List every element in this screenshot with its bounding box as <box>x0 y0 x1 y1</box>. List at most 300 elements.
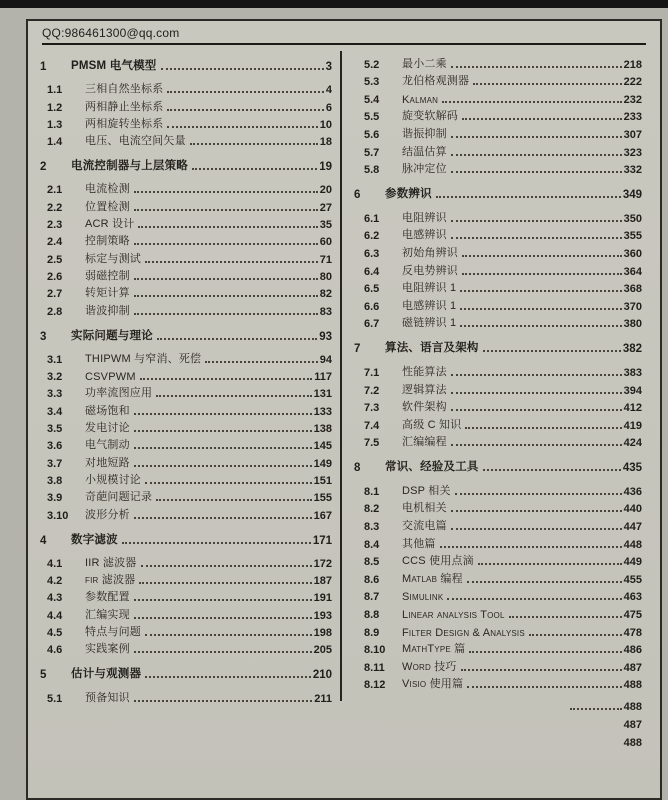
toc-page-number: 233 <box>623 111 642 124</box>
dot-leader <box>473 83 621 85</box>
toc-entry-number: 3.8 <box>47 474 63 487</box>
dot-leader <box>134 651 312 653</box>
toc-entry-6.6 <box>354 295 642 313</box>
toc-entry-title: 汇编实现 <box>85 608 130 621</box>
toc-entry-title: 标定与测试 <box>85 252 141 265</box>
toc-page-number: 151 <box>313 474 332 487</box>
dot-leader <box>167 109 323 111</box>
toc-page-number: 145 <box>313 440 332 453</box>
dot-leader <box>440 546 622 548</box>
toc-entry-title: 波形分析 <box>85 508 130 521</box>
toc-entry-number: 4.6 <box>47 644 63 657</box>
dot-leader <box>451 171 622 173</box>
dot-leader <box>467 581 622 583</box>
toc-page-number: 350 <box>623 212 642 225</box>
dot-leader <box>451 374 622 376</box>
toc-entry-5.3 <box>354 71 642 89</box>
toc-entry-number: 8.2 <box>364 503 380 516</box>
toc-entry-2.3 <box>40 214 332 231</box>
toc-entry-6.3 <box>354 242 642 260</box>
toc-entry-1 <box>40 55 332 73</box>
toc-entry-number: 5.3 <box>364 76 380 89</box>
dot-leader <box>134 465 312 467</box>
toc-entry-7.1 <box>354 361 642 379</box>
dot-leader <box>134 313 318 315</box>
contact-email: QQ:986461300@qq.com <box>42 26 180 40</box>
toc-entry-5.5 <box>354 106 642 124</box>
toc-entry-title: 性能算法 <box>402 365 447 378</box>
toc-entry-3.3 <box>40 383 332 400</box>
dot-leader <box>451 392 622 394</box>
toc-entry-title: 电感辨识 1 <box>402 299 457 312</box>
toc-entry-3.8 <box>40 470 332 487</box>
toc-entry-number: 5.5 <box>364 111 380 124</box>
toc-page-number: 27 <box>319 201 332 214</box>
toc-entry-3.6 <box>40 435 332 452</box>
toc-entry-1.2 <box>40 96 332 113</box>
dot-leader <box>509 616 622 618</box>
toc-entry-5 <box>40 663 332 681</box>
scan-top-edge <box>0 0 668 8</box>
toc-page-number: 364 <box>623 265 642 278</box>
toc-entry-title: 磁场饱和 <box>85 404 130 417</box>
toc-entry-title: 两相静止坐标系 <box>85 100 164 113</box>
toc-entry-number: 1.3 <box>47 118 63 131</box>
toc-entry-4.2 <box>40 570 332 587</box>
toc-entry-number: 7 <box>354 343 361 356</box>
toc-entry-title: 电流检测 <box>85 183 130 196</box>
toc-page-number: 60 <box>319 236 332 249</box>
toc-entry-2.2 <box>40 196 332 213</box>
toc-entry-title: 电气制动 <box>85 439 130 452</box>
toc-entry-number: 3.5 <box>47 423 63 436</box>
toc-columns <box>40 48 642 749</box>
toc-entry-title: 估计与观测器 <box>71 668 142 681</box>
toc-entry-title: 控制策略 <box>85 235 130 248</box>
dot-leader <box>134 599 312 601</box>
dot-leader <box>134 447 312 449</box>
toc-entry-number: 7.3 <box>364 402 380 415</box>
toc-entry-title: 三相自然坐标系 <box>85 83 164 96</box>
toc-entry-title: 转矩计算 <box>85 287 130 300</box>
toc-entry-title: 发电讨论 <box>85 422 130 435</box>
toc-page-number: 355 <box>623 230 642 243</box>
toc-entry-3.1 <box>40 349 332 366</box>
toc-entry-title: 交流电篇 <box>402 520 447 533</box>
toc-entry-8.12 <box>354 674 642 692</box>
toc-entry-7.5 <box>354 432 642 450</box>
toc-page-number: 93 <box>319 330 332 343</box>
toc-entry-title: Kalman <box>402 93 439 106</box>
toc-entry-title: 实际问题与理论 <box>71 329 153 342</box>
toc-entry-2.4 <box>40 231 332 248</box>
toc-entry-4.4 <box>40 604 332 621</box>
toc-entry-title: Linear analysis Tool <box>402 609 505 622</box>
dot-leader <box>451 409 622 411</box>
toc-entry-number: 8.4 <box>364 538 380 551</box>
toc-entry-2.1 <box>40 179 332 196</box>
toc-entry-3.7 <box>40 452 332 469</box>
toc-page-number: 187 <box>313 575 332 588</box>
toc-entry-number: 3 <box>40 330 47 343</box>
toc-page-number: 419 <box>623 419 642 432</box>
toc-entry-title: THIPWM 与窄消、死偿 <box>85 352 202 365</box>
toc-entry-number: 5.1 <box>47 692 63 705</box>
toc-entry-number: 4 <box>40 534 47 547</box>
toc-entry-title: 谐波抑制 <box>85 304 130 317</box>
toc-page-number: 222 <box>623 76 642 89</box>
toc-entry-6.2 <box>354 225 642 243</box>
toc-entry-title: 结温估算 <box>402 145 447 158</box>
toc-page-number: 436 <box>623 485 642 498</box>
toc-entry-number: 2.1 <box>47 184 63 197</box>
toc-entry-8.3 <box>354 515 642 533</box>
toc-entry-title: PMSM 电气模型 <box>71 60 157 72</box>
toc-entry-3.4 <box>40 400 332 417</box>
toc-entry-1.4 <box>40 131 332 148</box>
toc-entry-number: 5.4 <box>364 93 380 106</box>
toc-entry-number: 1.2 <box>47 101 63 114</box>
toc-page-number: 487 <box>623 719 642 732</box>
toc-entry-number: 8 <box>354 462 361 475</box>
dot-leader <box>156 395 311 397</box>
toc-entry-number: 7.4 <box>364 419 380 432</box>
toc-entry-3.10 <box>40 504 332 521</box>
toc-page-number: 447 <box>623 521 642 534</box>
toc-entry-number: 2.5 <box>47 253 63 266</box>
toc-page-number: 191 <box>313 592 332 605</box>
toc-entry-7 <box>354 337 642 355</box>
toc-entry-number: 3.3 <box>47 388 63 401</box>
dot-leader <box>145 676 311 678</box>
toc-entry-6.7 <box>354 313 642 331</box>
toc-entry-4.5 <box>40 622 332 639</box>
toc-page-number: 80 <box>319 270 332 283</box>
dot-leader <box>134 430 312 432</box>
toc-entry-title: IIR 滤波器 <box>85 556 137 569</box>
dot-leader <box>483 469 621 471</box>
toc-entry-5.6 <box>354 123 642 141</box>
toc-entry-4.3 <box>40 587 332 604</box>
toc-page-number: 488 <box>623 701 642 714</box>
dot-leader <box>122 542 311 544</box>
toc-entry-5.4 <box>354 88 642 106</box>
toc-entry-title: 电流控制器与上层策略 <box>71 160 188 173</box>
toc-entry-4 <box>40 529 332 547</box>
dot-leader <box>134 517 312 519</box>
dot-leader <box>134 413 312 415</box>
toc-entry-number: 8.11 <box>364 661 385 674</box>
dot-leader <box>451 237 622 239</box>
dot-leader <box>462 118 622 120</box>
toc-entry-title: 参数配置 <box>85 591 130 604</box>
toc-trailing-row <box>354 695 642 713</box>
toc-entry-number: 1.1 <box>47 84 63 97</box>
toc-entry-8.4 <box>354 533 642 551</box>
toc-entry-8.9 <box>354 621 642 639</box>
toc-page-number: 360 <box>623 247 642 260</box>
toc-page-number: 6 <box>325 101 332 114</box>
document-page <box>26 19 662 800</box>
toc-page-number: 198 <box>313 627 332 640</box>
dot-leader <box>139 582 311 584</box>
toc-entry-title: 电阻辨识 1 <box>402 282 457 295</box>
dot-leader <box>134 191 318 193</box>
dot-leader <box>451 154 622 156</box>
toc-page-number: 424 <box>623 437 642 450</box>
toc-entry-number: 6.7 <box>364 318 380 331</box>
toc-page-number: 3 <box>325 61 332 73</box>
toc-page-number: 449 <box>623 556 642 569</box>
dot-leader <box>157 338 317 340</box>
toc-entry-number: 3.10 <box>47 509 69 522</box>
toc-entry-number: 3.2 <box>47 371 63 384</box>
toc-page-number: 380 <box>623 318 642 331</box>
toc-page-number: 211 <box>314 692 332 705</box>
toc-entry-8.10 <box>354 639 642 657</box>
toc-entry-5.1 <box>40 687 332 704</box>
toc-entry-1.3 <box>40 114 332 131</box>
toc-entry-2.7 <box>40 283 332 300</box>
toc-entry-number: 8.9 <box>364 626 380 639</box>
dot-leader <box>469 651 621 653</box>
toc-column-left <box>40 48 332 749</box>
toc-page-number: 82 <box>319 288 332 301</box>
toc-entry-number: 3.6 <box>47 440 63 453</box>
toc-entry-title: 实践案例 <box>85 643 130 656</box>
toc-page-number: 440 <box>623 503 642 516</box>
toc-entry-8 <box>354 456 642 474</box>
toc-entry-title: 奇葩问题记录 <box>85 491 153 504</box>
toc-page-number: 412 <box>623 402 642 415</box>
toc-entry-number: 7.2 <box>364 384 380 397</box>
dot-leader <box>529 634 622 636</box>
toc-entry-3.5 <box>40 418 332 435</box>
dot-leader <box>138 226 317 228</box>
toc-entry-number: 3.9 <box>47 492 63 505</box>
toc-entry-8.7 <box>354 586 642 604</box>
toc-page-number: 488 <box>623 737 642 750</box>
toc-entry-5.2 <box>354 53 642 71</box>
toc-page-number: 10 <box>319 118 332 131</box>
toc-entry-8.2 <box>354 498 642 516</box>
toc-entry-number: 5.8 <box>364 164 380 177</box>
dot-leader <box>451 220 622 222</box>
dot-leader <box>451 510 622 512</box>
toc-page-number: 155 <box>313 492 332 505</box>
toc-entry-6.4 <box>354 260 642 278</box>
toc-entry-number: 8.7 <box>364 591 380 604</box>
toc-page-number: 83 <box>319 305 332 318</box>
toc-entry-7.4 <box>354 414 642 432</box>
toc-page-number: 167 <box>313 509 332 522</box>
toc-entry-8.11 <box>354 656 642 674</box>
dot-leader <box>167 126 317 128</box>
toc-entry-number: 6.1 <box>364 212 380 225</box>
toc-entry-number: 6.4 <box>364 265 380 278</box>
toc-entry-title: 功率流图应用 <box>85 387 153 400</box>
toc-trailing-row <box>354 731 642 749</box>
toc-entry-8.5 <box>354 551 642 569</box>
toc-entry-title: 初始角辨识 <box>402 246 458 259</box>
toc-entry-number: 4.2 <box>47 575 63 588</box>
toc-entry-number: 2.7 <box>47 288 63 301</box>
toc-entry-number: 4.3 <box>47 592 63 605</box>
toc-entry-number: 6 <box>354 189 361 202</box>
toc-page-number: 394 <box>623 384 642 397</box>
toc-entry-number: 8.12 <box>364 679 386 692</box>
toc-page-number: 455 <box>623 573 642 586</box>
toc-entry-number: 8.6 <box>364 573 380 586</box>
toc-column-right <box>354 48 642 749</box>
toc-entry-title: 旋变软解码 <box>402 110 458 123</box>
toc-entry-title: CSVPWM <box>85 371 136 384</box>
toc-page-number: 4 <box>325 84 332 97</box>
toc-page-number: 171 <box>312 534 332 547</box>
toc-page-number: 382 <box>622 343 642 356</box>
toc-entry-title: 常识、经验及工具 <box>385 461 479 474</box>
dot-leader <box>451 444 622 446</box>
toc-entry-8.6 <box>354 568 642 586</box>
dot-leader <box>134 700 312 702</box>
toc-trailing-row <box>354 713 642 731</box>
toc-entry-number: 8.3 <box>364 521 380 534</box>
toc-entry-number: 7.5 <box>364 437 380 450</box>
dot-leader <box>134 209 318 211</box>
dot-leader <box>451 528 622 530</box>
dot-leader <box>134 617 312 619</box>
toc-entry-8.1 <box>354 480 642 498</box>
toc-entry-title: 位置检测 <box>85 200 130 213</box>
toc-entry-2.5 <box>40 248 332 265</box>
toc-page-number: 71 <box>319 253 332 266</box>
toc-entry-title: 对地短路 <box>85 456 130 469</box>
dot-leader <box>465 427 621 429</box>
toc-entry-title: 算法、语言及架构 <box>385 342 479 355</box>
dot-leader <box>190 143 318 145</box>
toc-entry-title: 数字滤波 <box>71 533 118 546</box>
toc-entry-number: 5.7 <box>364 146 380 159</box>
toc-entry-3.2 <box>40 366 332 383</box>
toc-entry-6.1 <box>354 207 642 225</box>
toc-entry-title: 参数辨识 <box>385 188 432 201</box>
page-header <box>42 26 646 45</box>
toc-entry-number: 6.3 <box>364 247 380 260</box>
toc-entry-title: 小规模讨论 <box>85 473 141 486</box>
toc-entry-number: 7.1 <box>364 366 380 379</box>
toc-page-number: 383 <box>623 366 642 379</box>
toc-entry-number: 8.1 <box>364 485 380 498</box>
toc-entry-5.7 <box>354 141 642 159</box>
dot-leader <box>436 196 621 198</box>
toc-entry-number: 6.2 <box>364 230 380 243</box>
toc-entry-7.2 <box>354 379 642 397</box>
toc-entry-title: CCS 使用点滴 <box>402 555 474 568</box>
toc-entry-title: DSP 相关 <box>402 484 451 497</box>
toc-page-number: 368 <box>623 283 642 296</box>
toc-entry-title: 磁链辨识 1 <box>402 317 457 330</box>
dot-leader <box>460 308 621 310</box>
toc-page-number: 218 <box>623 58 642 71</box>
dot-leader <box>140 378 313 380</box>
toc-page-number: 323 <box>623 146 642 159</box>
dot-leader <box>167 91 323 93</box>
toc-page-number: 131 <box>313 388 332 401</box>
toc-page-number: 332 <box>623 164 642 177</box>
toc-entry-7.3 <box>354 397 642 415</box>
dot-leader <box>462 255 622 257</box>
toc-entry-number: 8.8 <box>364 609 380 622</box>
dot-leader <box>570 708 622 710</box>
toc-entry-title: 脉冲定位 <box>402 163 447 176</box>
toc-page-number: 18 <box>319 136 332 149</box>
dot-leader <box>145 634 312 636</box>
toc-entry-6 <box>354 183 642 201</box>
toc-entry-number: 1 <box>40 61 47 73</box>
toc-entry-number: 2.6 <box>47 270 63 283</box>
toc-page-number: 149 <box>313 457 332 470</box>
toc-page-number: 487 <box>623 661 642 674</box>
dot-leader <box>161 68 324 70</box>
toc-entry-3.9 <box>40 487 332 504</box>
toc-page-number: 448 <box>623 538 642 551</box>
dot-leader <box>478 563 622 565</box>
toc-entry-number: 4.4 <box>47 609 63 622</box>
dot-leader <box>455 493 622 495</box>
dot-leader <box>451 136 622 138</box>
toc-entry-8.8 <box>354 603 642 621</box>
toc-entry-number: 5.2 <box>364 58 380 71</box>
toc-entry-number: 1.4 <box>47 136 63 149</box>
toc-page-number: 349 <box>622 189 642 202</box>
toc-page-number: 370 <box>623 300 642 313</box>
dot-leader <box>451 66 622 68</box>
toc-page-number: 478 <box>623 626 642 639</box>
toc-entry-number: 3.1 <box>47 353 63 366</box>
toc-page-number: 307 <box>623 128 642 141</box>
toc-page-number: 486 <box>623 644 642 657</box>
toc-entry-title: 其他篇 <box>402 537 436 550</box>
toc-entry-number: 2.3 <box>47 219 63 232</box>
toc-entry-number: 2 <box>40 161 47 174</box>
toc-entry-4.1 <box>40 553 332 570</box>
toc-entry-6.5 <box>354 278 642 296</box>
toc-page-number: 133 <box>313 405 332 418</box>
toc-entry-title: 谐振抑制 <box>402 127 447 140</box>
toc-entry-number: 4.5 <box>47 627 63 640</box>
toc-page-number: 138 <box>313 423 332 436</box>
toc-entry-2.8 <box>40 300 332 317</box>
toc-entry-number: 2.2 <box>47 201 63 214</box>
toc-entry-title: Word 技巧 <box>402 660 457 673</box>
toc-entry-number: 8.10 <box>364 644 386 657</box>
toc-page-number: 232 <box>623 93 642 106</box>
dot-leader <box>134 295 318 297</box>
toc-entry-title: 预备知识 <box>85 691 130 704</box>
toc-page-number: 172 <box>313 557 332 570</box>
dot-leader <box>205 361 317 363</box>
toc-entry-title: Filter Design & Analysis <box>402 626 525 639</box>
toc-entry-title: ACR 设计 <box>85 218 135 231</box>
toc-page-number: 19 <box>319 161 332 174</box>
dot-leader <box>462 273 622 275</box>
toc-entry-title: Simulink <box>402 591 444 604</box>
toc-entry-title: 高级 C 知识 <box>402 418 462 431</box>
dot-leader <box>460 290 621 292</box>
toc-entry-title: 逻辑算法 <box>402 383 447 396</box>
dot-leader <box>141 565 312 567</box>
dot-leader <box>460 325 621 327</box>
